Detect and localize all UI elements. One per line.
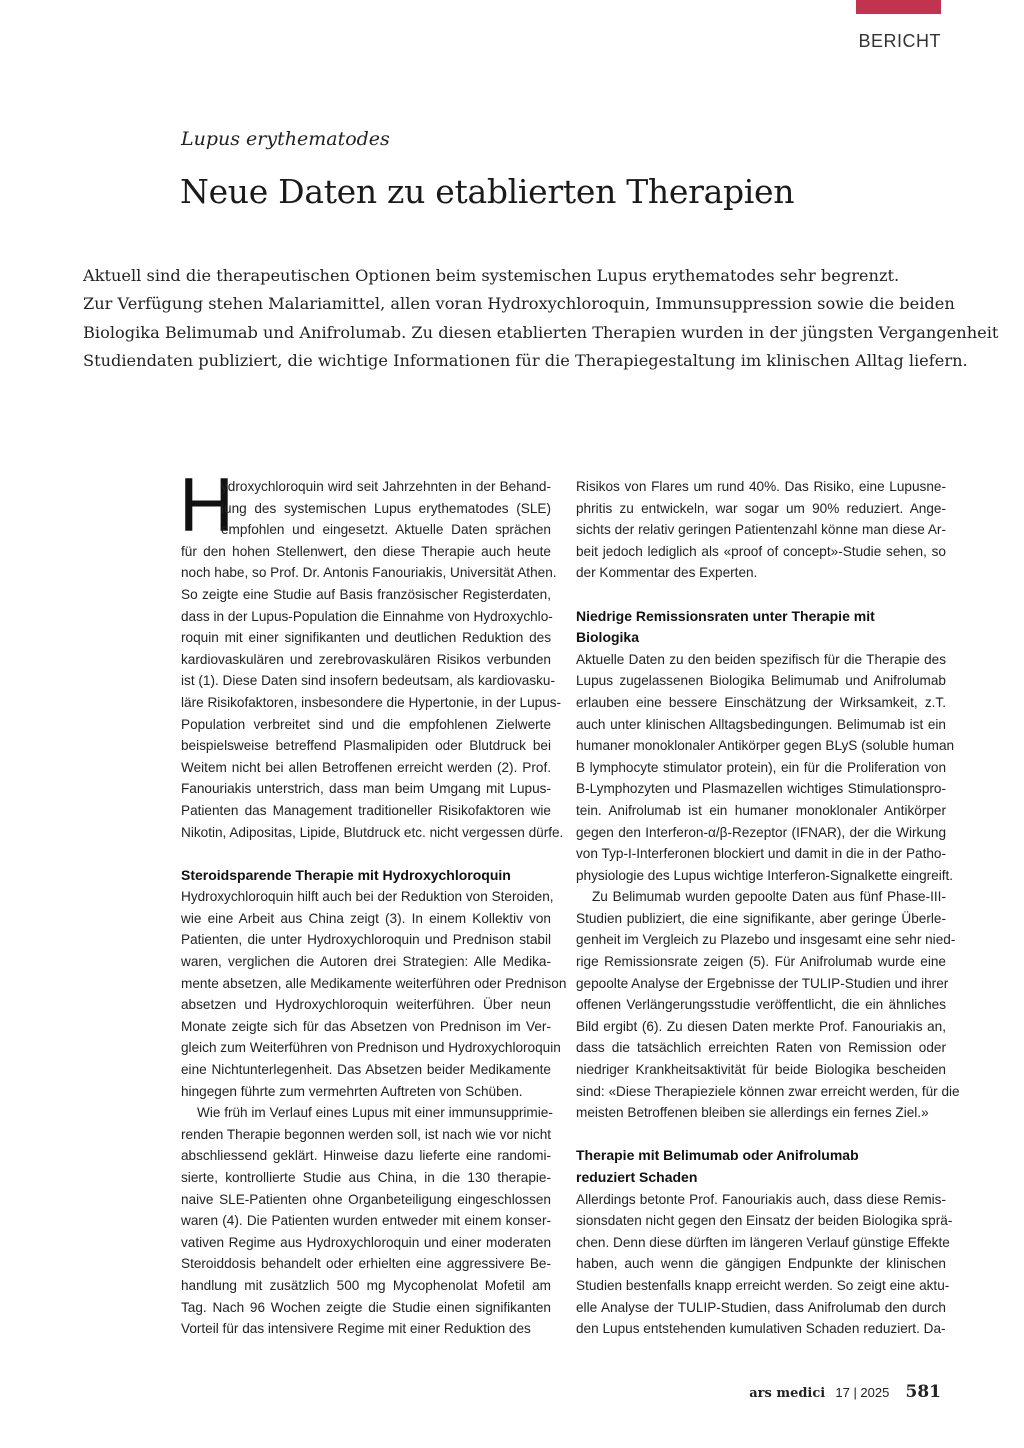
body-text-line: Population verbreitet sind und die empfohlenen Zielwerte [181,716,551,732]
body-text-line: Aktuelle Daten zu den beiden spezifisch für die Therapie des [576,651,946,667]
body-text-line: Hydroxychloroquin hilft auch bei der Reduktion von Steroiden, [181,889,554,905]
lead-line: Studiendaten publiziert, die wichtige Informationen für die Therapiegestaltung im klinischen Alltag liefern. [83,350,968,370]
section-heading: Niedrige Remissionsraten unter Therapie mit [576,607,875,624]
body-text-line: So zeigte eine Studie auf Basis französischer Registerdaten, [181,586,551,602]
section-heading: Steroidsparende Therapie mit Hydroxychloroquin [181,866,511,883]
body-text-line: tein. Anifrolumab ist ein humaner monoklonaler Antikörper [576,802,946,818]
paragraph-spacer [576,584,946,606]
body-text-line: von Typ-I-Interferonen blockiert und damit in die in der Patho- [576,846,946,862]
body-text-line: waren, verglichen die Autoren drei Strategien: Alle Medika- [181,954,551,970]
section-heading: Therapie mit Belimumab oder Anifrolumab [576,1147,859,1164]
body-text-line: auch unter klinischen Alltagsbedingungen. Belimumab ist ein [576,716,946,732]
paragraph-spacer [576,1124,946,1146]
body-text-line: lung des systemischen Lupus erythematodes (SLE) [221,500,551,516]
body-text-line: Lupus zugelassenen Biologika Belimumab und Anifrolumab [576,673,946,689]
body-text-line: Zu Belimumab wurden gepoolte Daten aus fünf Phase-III- [592,889,946,905]
body-text-line: physiologie des Lupus wichtige Interferon-Signalkette eingreift. [576,867,954,883]
body-text-line: Risikos von Flares um rund 40%. Das Risiko, eine Lupusne- [576,479,946,494]
right-column [576,476,960,1340]
body-text-line: sionsdaten nicht gegen den Einsatz der beiden Biologika sprä- [576,1213,953,1229]
lead-line: Aktuell sind die therapeutischen Optionen beim systemischen Lupus erythematodes sehr begrenzt. [83,266,900,285]
body-text-line: dass die tatsächlich erreichten Raten von Remission oder [576,1040,946,1056]
body-text-line: naive SLE-Patienten ohne Organbeteiligung eingeschlossen [181,1191,551,1207]
body-text-line: sind: «Diese Therapieziele können zwar erreicht werden, für die [576,1083,960,1099]
body-text-line: phritis zu entwickeln, war sogar um 90% reduziert. Ange- [576,500,946,516]
page-number: 581 [905,1382,941,1402]
body-text-line: roquin mit einer signifikanten und deutlichen Reduktion des [181,630,551,646]
body-text-line: Patienten, die unter Hydroxychloroquin und Prednison stabil [181,932,551,948]
body-text-line: erlauben eine bessere Einschätzung der Wirksamkeit, z.T. [576,694,946,710]
lead-line: Biologika Belimumab und Anifrolumab. Zu diesen etablierten Therapien wurden in der jüngsten Vergangenheit [83,322,999,342]
body-text-line: handlung mit zusätzlich 500 mg Mycophenolat Mofetil am [181,1277,551,1293]
body-text-line: Weitem nicht bei allen Betroffenen erreicht werden (2). Prof. [181,759,551,775]
drop-cap: H [179,463,234,548]
journal-name: ars medici [749,1386,826,1401]
body-text-line: absetzen und Hydroxychloroquin weiterführen. Über neun [181,997,551,1013]
body-text-line: Nikotin, Adipositas, Lipide, Blutdruck etc. nicht vergessen dürfe. [181,824,564,840]
body-text-line: Patienten das Management traditioneller Risikofaktoren wie [181,802,551,818]
article-lead [83,262,999,375]
body-text-line: beit jedoch lediglich als «proof of concept»-Studie sehen, so [576,543,946,559]
body-text-line: abschliessend geklärt. Hinweise dazu lieferte eine randomi- [181,1148,551,1164]
article-kicker: Lupus erythematodes [181,128,390,150]
body-text-line: der Kommentar des Experten. [576,565,758,581]
body-text-line: kardiovaskulären und zerebrovaskulären Risikos verbunden [181,651,551,667]
lead-line: Zur Verfügung stehen Malariamittel, allen voran Hydroxychloroquin, Immunsuppression sowie die beiden [83,294,955,314]
body-text-line: humaner monoklonaler Antikörper gegen BLyS (soluble human [576,738,955,754]
body-text-line: haben, auch wenn die gängigen Endpunkte der klinischen [576,1256,946,1272]
body-text-line: sichts der relativ geringen Patientenzahl könne man diese Ar- [576,522,946,538]
body-text-line: Bild ergibt (6). Zu diesen Daten merkte Prof. Fanouriakis an, [576,1018,946,1034]
body-text-line: eine Nichtunterlegenheit. Das Absetzen beider Medikamente [181,1062,551,1078]
body-text-line: den Lupus entstehenden kumulativen Schaden reduziert. Da- [576,1321,946,1337]
body-text-line: Studien publiziert, die eine signifikante, aber geringe Überle- [576,910,946,926]
body-text-line: sierte, kontrollierte Studie aus China, in die 130 therapie- [181,1170,551,1185]
issue-number: 17 | 2025 [835,1385,890,1400]
body-text-line: elle Analyse der TULIP-Studien, dass Anifrolumab den durch [576,1299,946,1315]
body-text-line: gleich zum Weiterführen von Prednison und Hydroxychloroquin [181,1040,561,1056]
body-text-line: Monate zeigte sich für das Absetzen von Prednison im Ver- [181,1018,551,1034]
body-text-line: renden Therapie begonnen werden soll, ist nach wie vor nicht [181,1126,552,1142]
body-text-line: empfohlen und eingesetzt. Aktuelle Daten sprächen [221,522,551,538]
body-text-line: Fanouriakis unterstrich, dass man beim Umgang mit Lupus- [181,781,551,797]
body-text-line: ist (1). Diese Daten sind insofern bedeutsam, als kardiovasku- [181,673,556,689]
body-text-line: für den hohen Stellenwert, den diese Therapie auch heute [181,543,551,559]
body-text-line: läre Risikofaktoren, insbesondere die Hypertonie, in der Lupus- [181,694,562,710]
section-heading: Biologika [576,629,640,646]
body-text-line: gepoolte Analyse der Ergebnisse der TULIP-Studien und ihrer [576,975,949,991]
body-text-line: meisten Betroffenen bleiben sie allerdings ein fernes Ziel.» [576,1105,929,1121]
body-text-line: rige Remissionsrate zeigen (5). Für Anifrolumab wurde eine [576,954,946,970]
body-text-line: niedriger Krankheitsaktivität für beide Biologika bescheiden [576,1062,946,1078]
body-text-line: Vorteil für das intensivere Regime mit einer Reduktion des [181,1321,531,1337]
body-text-line: Studien bestenfalls knapp erreicht werden. So zeigt eine aktu- [576,1277,950,1293]
body-text-line: offenen Verlängerungsstudie veröffentlicht, die ein ähnliches [576,997,946,1013]
body-text-line: beispielsweise betreffend Plasmalipiden oder Blutdruck bei [181,738,551,754]
body-text-line: chen. Denn diese dürften im längeren Verlauf günstige Effekte [576,1234,950,1250]
body-text-line: waren (4). Die Patienten wurden entweder mit einem konser- [181,1213,551,1229]
body-text-line: ydroxychloroquin wird seit Jahrzehnten in der Behand- [221,479,551,494]
body-text-line: Wie früh im Verlauf eines Lupus mit einer immunsupprimie- [197,1105,553,1121]
paragraph-spacer [181,843,551,865]
body-text-line: dass in der Lupus-Population die Einnahme von Hydroxychlo- [181,608,553,624]
left-column [181,476,567,1340]
body-text-line: Steroiddosis behandelt oder erhielten eine aggressivere Be- [181,1256,551,1272]
body-text-line: Allerdings betonte Prof. Fanouriakis auch, dass diese Remis- [576,1191,946,1207]
body-text-line: vativen Regime aus Hydroxychloroquin und einer moderaten [181,1234,551,1250]
body-text-line: hingegen führte zum vermehrten Auftreten von Schüben. [181,1083,523,1099]
page-footer [749,1382,941,1402]
body-text-line: genheit im Vergleich zu Plazebo und insgesamt eine sehr nied- [576,932,956,948]
section-heading: reduziert Schaden [576,1169,698,1185]
body-text-line: B lymphocyte stimulator protein), ein für die Proliferation von [576,759,946,775]
section-accent-bar [856,0,941,14]
body-text-line: Tag. Nach 96 Wochen zeigte die Studie einen signifikanten [181,1299,551,1315]
body-text-line: noch habe, so Prof. Dr. Antonis Fanouriakis, Universität Athen. [181,565,557,581]
article-title: Neue Daten zu etablierten Therapien [180,172,795,211]
section-label: BERICHT [858,31,941,51]
body-text-line: wie eine Arbeit aus China zeigt (3). In einem Kollektiv von [181,910,551,926]
body-text-line: mente absetzen, alle Medikamente weiterführen oder Prednison [181,975,567,991]
body-text-line: B-Lymphozyten und Plasmazellen wichtiges Stimulationspro- [576,781,946,797]
body-text-line: gegen den Interferon-α/β-Rezeptor (IFNAR), der die Wirkung [576,824,946,840]
